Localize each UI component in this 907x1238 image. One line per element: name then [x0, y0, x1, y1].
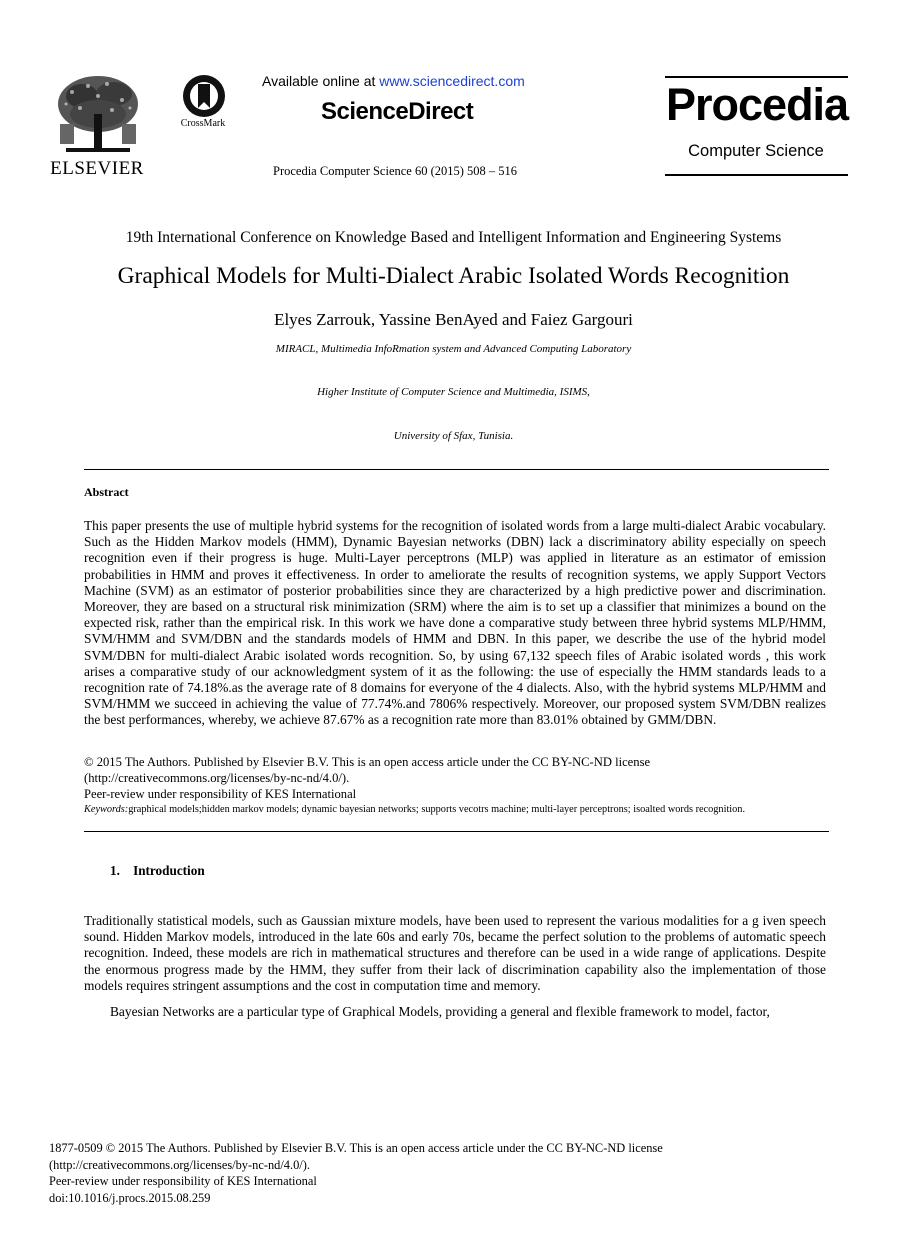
paper-title: Graphical Models for Multi-Dialect Arabic Isolated Words Recognition — [117, 263, 790, 289]
abstract-copyright: © 2015 The Authors. Published by Elsevier B.V. This is an open access article under the CC BY-NC-ND license — [84, 755, 651, 769]
intro-paragraph-2: Bayesian Networks are a particular type of Graphical Models, providing a general and flexible framework to model, factor, — [110, 1004, 770, 1019]
keywords-list: graphical models;hidden markov models; dynamic bayesian networks; supports vecotrs machine; multi-layer perceptrons; isoalted words recognition. — [128, 804, 746, 815]
affiliation-institute: Higher Institute of Computer Science and Multimedia, ISIMS, — [317, 386, 590, 398]
procedia-subtitle: Computer Science — [688, 142, 824, 160]
abstract-bottom-rule — [84, 831, 829, 832]
abstract-heading: Abstract — [84, 485, 129, 499]
journal-reference: Procedia Computer Science 60 (2015) 508 – 516 — [273, 164, 518, 178]
intro-paragraph-1: Traditionally statistical models, such as Gaussian mixture models, have been used to represent the various modalities for a g iven speech sound. Hidden Markov models, introduced in the late 60s and early 70s, became the perfect solution to the problems of automatic speech recognition. Indeed, these models are rich in mathematical structures and therefore can be used in a wide range of applications. Despite the enormous progress made by the HMM, they suffer from their lack of discrimination capability also the implementation of those models requires stringent assumptions and the cost in computation time and memory. — [84, 913, 826, 993]
available-online-line — [262, 73, 525, 89]
footer-license-link[interactable]: (http://creativecommons.org/licenses/by-nc-nd/4.0/). — [49, 1158, 310, 1172]
abstract-top-rule — [84, 469, 829, 470]
affiliation-university: University of Sfax, Tunisia. — [393, 430, 514, 442]
elsevier-wordmark: ELSEVIER — [50, 158, 144, 179]
crossmark-label: CrossMark — [180, 118, 226, 129]
sciencedirect-brand: ScienceDirect — [321, 98, 474, 125]
footer-issn-copyright: 1877-0509 © 2015 The Authors. Published by Elsevier B.V. This is an open access article under the CC BY-NC-ND license — [49, 1141, 663, 1155]
abstract-body: This paper presents the use of multiple hybrid systems for the recognition of isolated words from a large multi-dialect Arabic vocabulary. Such as the Hidden Markov models (HMM), Dynamic Bayesian networks (DBN) lack a discriminatory ability especially on speech recognition even if their progress is huge. Multi-Layer perceptrons (MLP) was applied in literature as an estimator of emission probabilities in HMM and proves it effectiveness. In order to ameliorate the results of recognition systems, we apply Support Vectors Machine (SVM) as an estimator of posterior probabilities since they are characterized by a high predictive power and discrimination. Moreover, they are based on a structural risk minimization (SRM) where the aim is to set up a classifier that minimizes a bound on the expected risk, rather than the empirical risk. In this work we have done a comparative study between three hybrid systems MLP/HMM, SVM/HMM and SVM/DBN and the standards models of HMM and DBN. In this paper, we describe the use of the hybrid model SVM/DBN for multi-dialect Arabic isolated words recognition. So, by using 67,132 speech files of Arabic isolated words , this work arises a comparative study of our acknowledgment system of it as the following: the use of especially the HMM standards leads to a recognition rate of 74.18%.as the average rate of 8 domains for everyone of the 4 dialects. Also, with the hybrid systems MLP/HMM and SVM/HMM we succeed in achieving the value of 77.74%.and 7806% respectively. Moreover, our proposed system SVM/DBN realizes the best performances, whereby, we achieve 87.67% as a recognition rate more than 83.01% obtained by GMM/DBN. — [84, 518, 826, 728]
affiliation-lab: MIRACL, Multimedia InfoRmation system and Advanced Computing Laboratory — [275, 343, 632, 355]
abstract-peer-review: Peer-review under responsibility of KES International — [84, 787, 357, 801]
conference-name: 19th International Conference on Knowledge Based and Intelligent Information and Engineering Systems — [125, 229, 782, 246]
keywords-line — [84, 804, 745, 815]
section-heading-introduction: 1. Introduction — [110, 863, 205, 878]
procedia-title: Procedia — [666, 79, 849, 130]
footer-doi[interactable]: doi:10.1016/j.procs.2015.08.259 — [49, 1191, 211, 1205]
abstract-license-link[interactable]: (http://creativecommons.org/licenses/by-nc-nd/4.0/). — [84, 771, 350, 785]
keywords-label: Keywords: — [84, 804, 129, 815]
footer-peer-review: Peer-review under responsibility of KES International — [49, 1174, 317, 1188]
author-list: Elyes Zarrouk, Yassine BenAyed and Faiez Gargouri — [274, 310, 633, 329]
available-prefix: Available online at — [262, 73, 380, 89]
sciencedirect-link[interactable]: www.sciencedirect.com — [379, 73, 525, 89]
